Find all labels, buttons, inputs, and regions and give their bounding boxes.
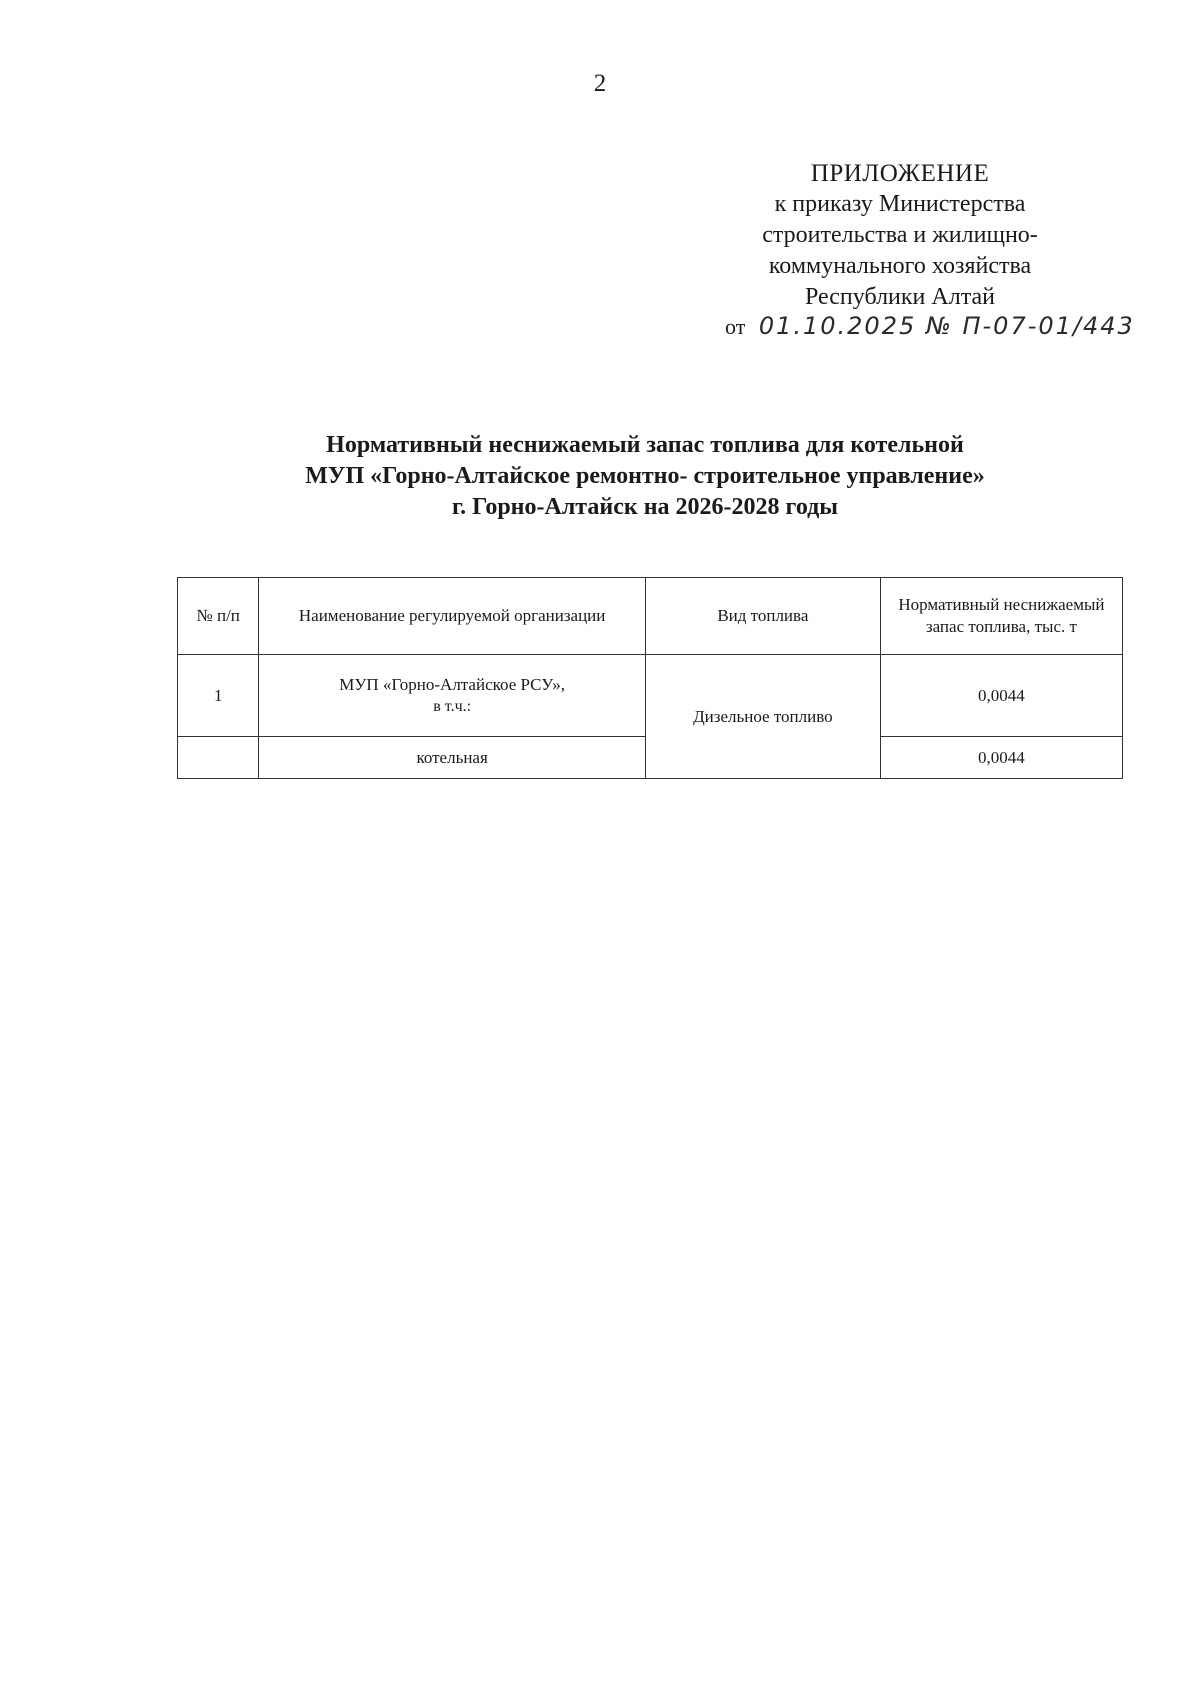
table-row xyxy=(178,655,1123,737)
cell-fuel: Дизельное топливо xyxy=(645,655,880,779)
header-fuel: Вид топлива xyxy=(645,578,880,655)
header-reserve: Нормативный неснижаемый запас топлива, тыс. т xyxy=(880,578,1122,655)
appendix-line: коммунального хозяйства xyxy=(768,253,1032,279)
table-header-row xyxy=(178,578,1123,655)
org-sub: в т.ч.: xyxy=(433,697,472,715)
document-heading xyxy=(150,430,1140,523)
handwritten-order-number: 01.10.2025 № П-07-01/443 xyxy=(758,312,1135,340)
cell-reserve: 0,0044 xyxy=(880,655,1122,737)
appendix-line: к приказу Министерства xyxy=(774,191,1026,217)
order-date-number xyxy=(725,312,1135,340)
cell-org xyxy=(259,655,646,737)
page-number: 2 xyxy=(593,70,607,97)
heading-line: г. Горно-Алтайск на 2026-2028 годы xyxy=(451,494,838,520)
order-prefix: от xyxy=(725,314,746,339)
appendix-block xyxy=(700,158,1100,313)
heading-line: Нормативный неснижаемый запас топлива для котельной xyxy=(326,432,964,458)
heading-line: МУП «Горно-Алтайское ремонтно- строительное управление» xyxy=(305,463,985,489)
header-num: № п/п xyxy=(178,578,259,655)
cell-num xyxy=(178,737,259,779)
appendix-line: Республики Алтай xyxy=(805,284,995,310)
org-name: МУП «Горно-Алтайское РСУ», xyxy=(339,674,566,694)
appendix-line: строительства и жилищно- xyxy=(762,222,1038,248)
appendix-title: ПРИЛОЖЕНИЕ xyxy=(810,160,990,187)
cell-org: котельная xyxy=(259,737,646,779)
fuel-reserve-table xyxy=(177,577,1123,779)
header-org: Наименование регулируемой организации xyxy=(259,578,646,655)
cell-num: 1 xyxy=(178,655,259,737)
cell-reserve: 0,0044 xyxy=(880,737,1122,779)
